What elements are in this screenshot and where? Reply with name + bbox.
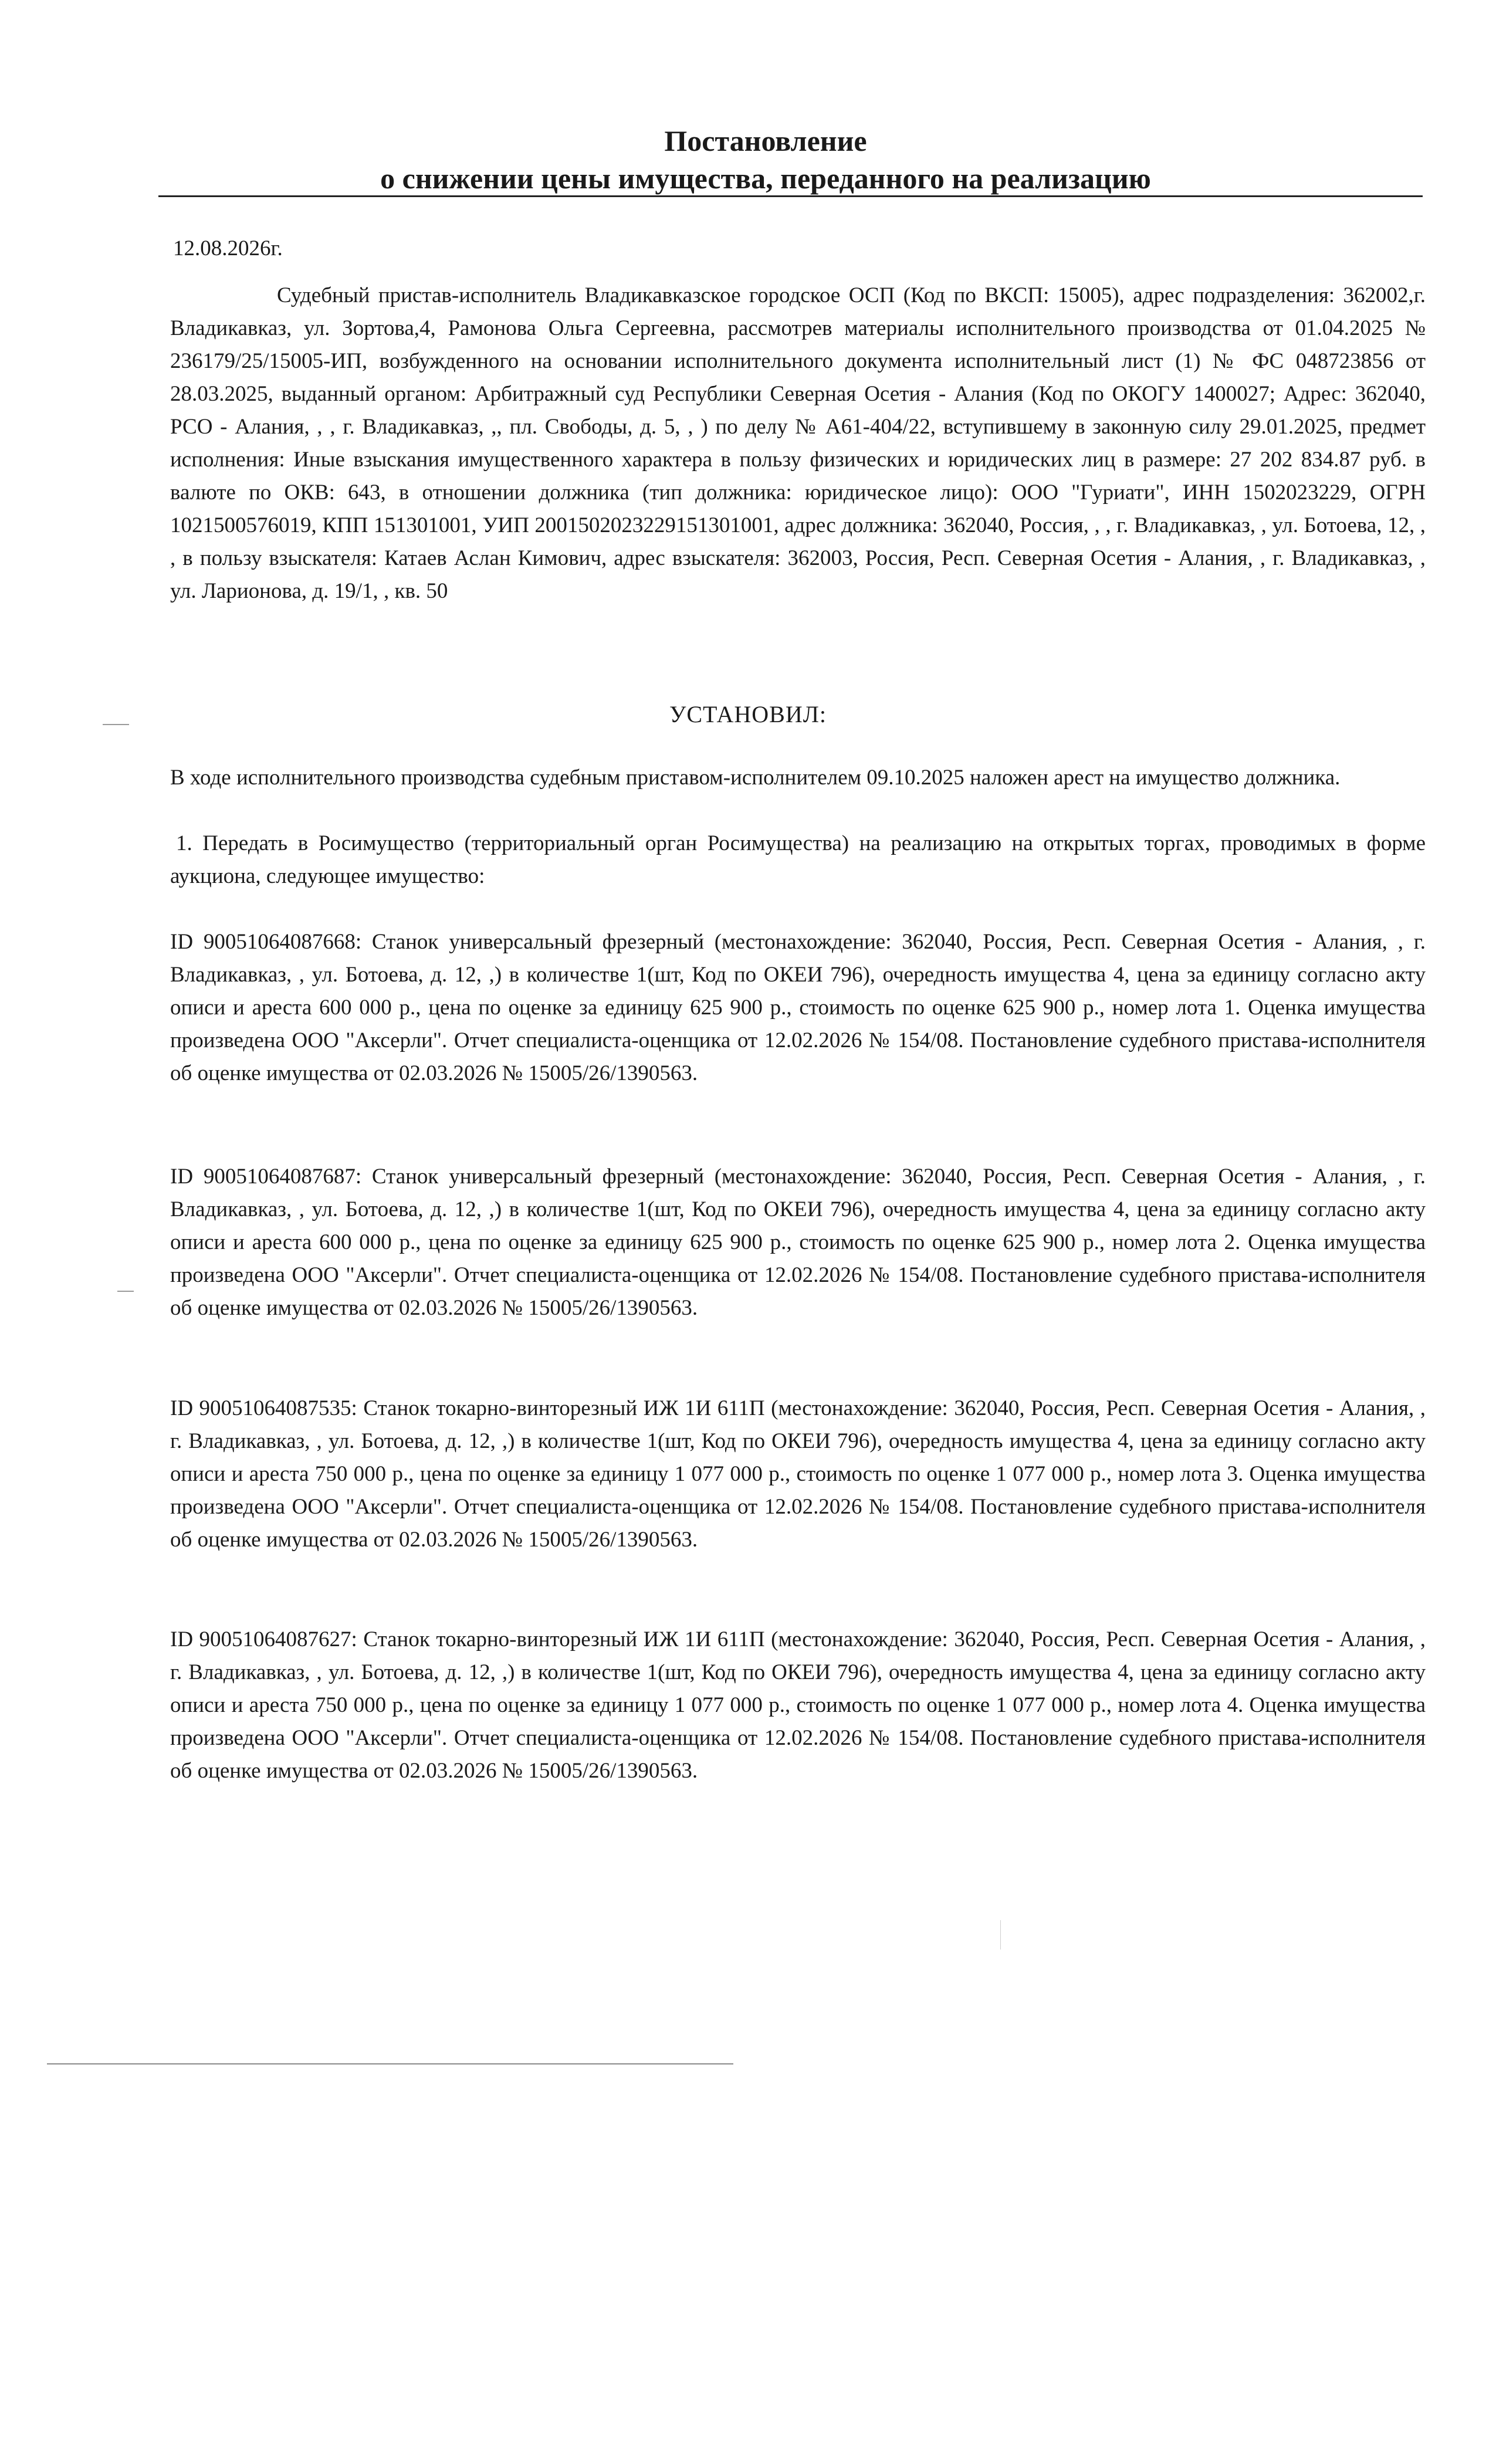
scan-artifact <box>1000 1920 1001 1949</box>
document-date: 12.08.2026г. <box>173 236 283 260</box>
section-heading: УСТАНОВИЛ: <box>669 701 827 727</box>
page-bottom-rule <box>47 2063 733 2064</box>
intro-paragraph: Судебный пристав-исполнитель Владикавказское городское ОСП (Код по ВКСП: 15005), адрес подразделения: 362002,г. Владикавказ, ул. Зортова,4, Рамонова Ольга Сергеевна, рассмотрев материалы исполнительного производства от 01.04.2025 № 236179/25/15005-ИП, возбужденного на основании исполнительного документа исполнительный лист (1) № ФС 048723856 от 28.03.2025, выданный органом: Арбитражный суд Республики Северная Осетия - Алания (Код по ОКОГУ 1400027; Адрес: 362040, РСО - Алания, , , г. Владикавказ, ,, пл. Свободы, д. 5, , ) по делу № А61-404/22, вступившему в законную силу 29.01.2025, предмет исполнения: Иные взыскания имущественного характера в пользу физических и юридических лиц в размере: 27 202 834.87 руб. в валюте по ОКВ: 643, в отношении должника (тип должника: юридическое лицо): ООО "Гуриати", ИНН 1502023229, ОГРН 1021500576019, КПП 151301001, УИП 2001502023229151301001, адрес должника: 362040, Россия, , , г. Владикавказ, , ул. Ботоева, 12, , , в пользу взыскателя: Катаев Аслан Кимович, адрес взыскателя: 362003, Россия, Респ. Северная Осетия - Алания, , г. Владикавказ, , ул. Ларионова, д. 19/1, , кв. 50 <box>170 283 1426 603</box>
title-underline <box>158 195 1423 197</box>
document-title: Постановление <box>664 124 867 157</box>
scan-artifact <box>103 724 129 725</box>
lot-item: ID 90051064087687: Станок универсальный фрезерный (местонахождение: 362040, Россия, Респ. Северная Осетия - Алания, , г. Владикавказ, , ул. Ботоева, д. 12, ,) в количестве 1(шт, Код по ОКЕИ 796), очередность имущества 4, цена за единицу согласно акту описи и ареста 600 000 р., цена по оценке за единицу 625 900 р., стоимость по оценке 625 900 р., номер лота 2. Оценка имущества произведена ООО "Аксерли". Отчет специалиста-оценщика от 12.02.2026 № 154/08. Постановление судебного пристава-исполнителя об оценке имущества от 02.03.2026 № 15005/26/1390563. <box>170 1165 1426 1320</box>
lot-item: ID 90051064087535: Станок токарно-винторезный ИЖ 1И 611П (местонахождение: 362040, Россия, Респ. Северная Осетия - Алания, , г. Владикавказ, , ул. Ботоева, д. 12, ,) в количестве 1(шт, Код по ОКЕИ 796), очередность имущества 4, цена за единицу согласно акту описи и ареста 750 000 р., цена по оценке за единицу 1 077 000 р., стоимость по оценке 1 077 000 р., номер лота 3. Оценка имущества произведена ООО "Аксерли". Отчет специалиста-оценщика от 12.02.2026 № 154/08. Постановление судебного пристава-исполнителя об оценке имущества от 02.03.2026 № 15005/26/1390563. <box>170 1396 1426 1552</box>
document-subtitle: о снижении цены имущества, переданного на реализацию <box>380 162 1151 195</box>
lot-item: ID 90051064087627: Станок токарно-винторезный ИЖ 1И 611П (местонахождение: 362040, Россия, Респ. Северная Осетия - Алания, , г. Владикавказ, , ул. Ботоева, д. 12, ,) в количестве 1(шт, Код по ОКЕИ 796), очередность имущества 4, цена за единицу согласно акту описи и ареста 750 000 р., цена по оценке за единицу 1 077 000 р., стоимость по оценке 1 077 000 р., номер лота 4. Оценка имущества произведена ООО "Аксерли". Отчет специалиста-оценщика от 12.02.2026 № 154/08. Постановление судебного пристава-исполнителя об оценке имущества от 02.03.2026 № 15005/26/1390563. <box>170 1627 1426 1783</box>
arrest-paragraph: В ходе исполнительного производства судебным приставом-исполнителем 09.10.2025 наложен арест на имущество должника. <box>170 766 1341 790</box>
transfer-paragraph: 1. Передать в Росимущество (территориальный орган Росимущества) на реализацию на открытых торгах, проводимых в форме аукциона, следующее имущество: <box>170 831 1426 888</box>
scan-artifact <box>117 1291 134 1292</box>
lot-item: ID 90051064087668: Станок универсальный фрезерный (местонахождение: 362040, Россия, Респ. Северная Осетия - Алания, , г. Владикавказ, , ул. Ботоева, д. 12, ,) в количестве 1(шт, Код по ОКЕИ 796), очередность имущества 4, цена за единицу согласно акту описи и ареста 600 000 р., цена по оценке за единицу 625 900 р., стоимость по оценке 625 900 р., номер лота 1. Оценка имущества произведена ООО "Аксерли". Отчет специалиста-оценщика от 12.02.2026 № 154/08. Постановление судебного пристава-исполнителя об оценке имущества от 02.03.2026 № 15005/26/1390563. <box>170 930 1426 1085</box>
